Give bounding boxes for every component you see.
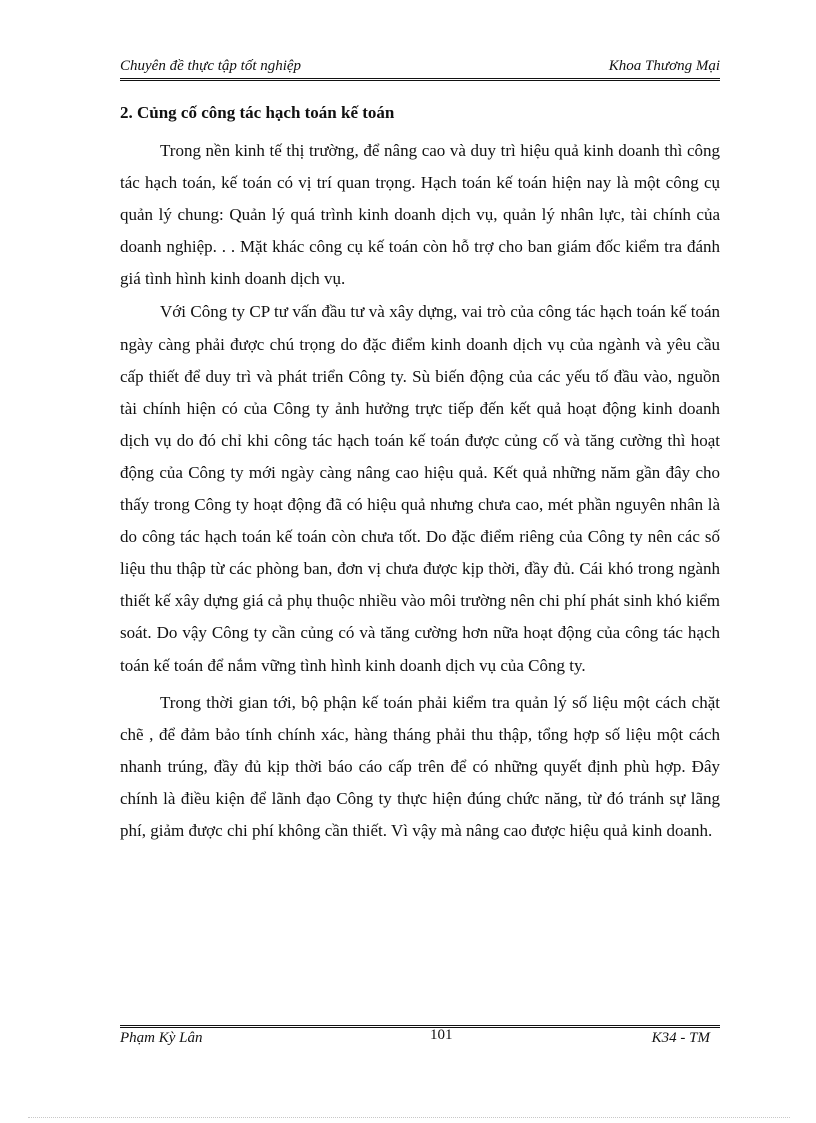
header-divider — [120, 78, 720, 81]
body-text — [120, 135, 720, 847]
paragraph-2: Với Công ty CP tư vấn đầu tư và xây dựng, vai trò của công tác hạch toán kế toán ngày càng phải được chú trọng do đặc điểm kinh doanh dịch vụ của ngành và yêu cầu cấp thiết để duy trì và phát triển Công ty. Sù biến động của các yếu tố đầu vào, nguồn tài chính hiện có của Công ty ảnh hưởng trực tiếp đến kết quả hoạt động kinh doanh dịch vụ do đó chỉ khi công tác hạch toán kế toán được củng cố và tăng cường thì hoạt động của Công ty mới ngày càng nâng cao hiệu quả. Kết quả những năm gần đây cho thấy trong Công ty hoạt động đã có hiệu quả nhưng chưa cao, mét phần nguyên nhân là do công tác hạch toán kế toán còn chưa tốt. Do đặc điểm riêng của Công ty nên các số liệu thu thập từ các phòng ban, đơn vị chưa được kịp thời, đầy đủ. Cái khó trong ngành thiết kế xây dựng giá cả phụ thuộc nhiều vào môi trường nên chi phí phát sinh khó kiểm soát. Do vậy Công ty cần củng có và tăng cường hơn nữa hoạt động của công tác hạch toán kế toán để nắm vững tình hình kinh doanh dịch vụ của Công ty. — [120, 302, 720, 675]
page-header — [120, 56, 720, 78]
page-footer — [120, 1027, 720, 1052]
page-bottom-border — [28, 1117, 790, 1118]
footer-divider — [120, 1025, 720, 1028]
header-faculty: Khoa Thương Mại — [608, 58, 720, 74]
paragraph-1: Trong nền kinh tế thị trường, để nâng cao và duy trì hiệu quả kinh doanh thì công tác hạch toán, kế toán có vị trí quan trọng. Hạch toán kế toán hiện nay là một công cụ quản lý chung: Quản lý quá trình kinh doanh dịch vụ, quản lý nhân lực, tài chính của doanh nghiệp. . . Mặt khác công cụ kế toán còn hỗ trợ cho ban giám đốc kiểm tra đánh giá tình hình kinh doanh dịch vụ. — [120, 141, 720, 289]
footer-class-code: K34 - TM — [651, 1030, 710, 1046]
section-title: 2. Củng cố công tác hạch toán kế toán — [120, 103, 395, 122]
page-number: 101 — [430, 1027, 453, 1043]
footer-author: Phạm Kỳ Lân — [120, 1030, 203, 1046]
header-document-type: Chuyên đề thực tập tốt nghiệp — [120, 58, 302, 74]
paragraph-3: Trong thời gian tới, bộ phận kế toán phải kiểm tra quản lý số liệu một cách chặt chẽ , để đảm bảo tính chính xác, hàng tháng phải thu thập, tổng hợp số liệu một cách nhanh trúng, đầy đủ kịp thời báo cáo cấp trên để có những quyết định phù hợp. Đây chính là điều kiện để lãnh đạo Công ty thực hiện đúng chức năng, từ đó tránh sự lãng phí, giảm được chi phí không cần thiết. Vì vậy mà nâng cao được hiệu quả kinh doanh. — [120, 692, 720, 840]
